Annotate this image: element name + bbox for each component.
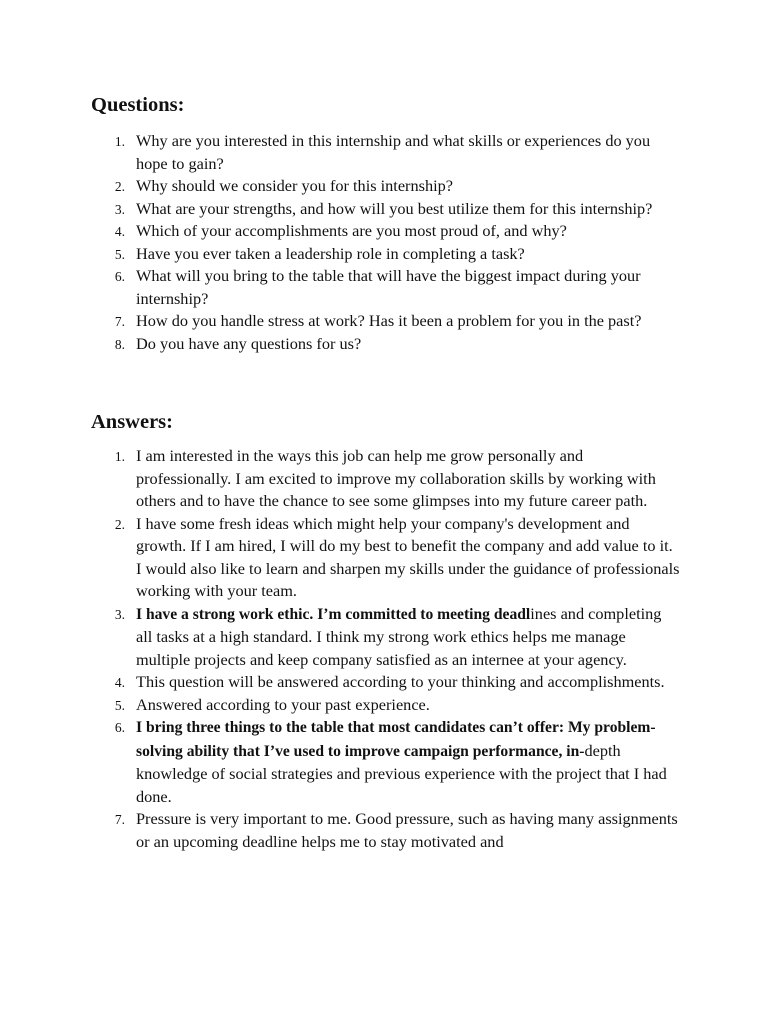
list-item: [0, 808, 681, 853]
answer-body: I have some fresh ideas which might help your company's development and growth. If I am hired, I will do my best to benefit the company and add value to it. I would also like to learn and sharpen my skills under the guidance of professionals working with your team.: [136, 513, 680, 600]
question-text: What are your strengths, and how will you best utilize them for this internship?: [136, 198, 653, 218]
answer-body: I am interested in the ways this job can help me grow personally and professionally. I am excited to improve my collaboration skills by working with others and to have the chance to see some glimpses into my future career path.: [136, 446, 656, 510]
list-number: 8.: [114, 336, 125, 352]
answer-body: ines and completing all tasks at a high standard. I think my strong work ethics helps me manage multiple projects and keep company satisfied as an internee at your agency.: [136, 603, 662, 669]
list-item: [0, 694, 681, 717]
answer-body: Answered according to your past experience.: [136, 694, 430, 714]
list-item: [0, 716, 681, 808]
list-number: 1.: [114, 134, 125, 149]
questions-heading: Questions:: [91, 94, 185, 116]
answer-text: [136, 694, 681, 717]
answer-text: [136, 716, 681, 808]
answers-list: [0, 445, 768, 853]
list-item: [0, 445, 681, 513]
list-number: 6.: [114, 720, 125, 735]
question-text: Why are you interested in this internship and what skills or experiences do you hope to gain?: [136, 131, 651, 173]
answer-body: depth knowledge of social strategies and previous experience with the project that I had done.: [136, 740, 667, 806]
answer-bold-lead: I bring three things to the table that most candidates can’t offer: My problem-solving ability that I’ve used to improve campaign performance, in-: [136, 719, 656, 760]
question-text: Have you ever taken a leadership role in completing a task?: [136, 243, 525, 263]
answer-body: This question will be answered according to your thinking and accomplishments.: [136, 672, 665, 691]
list-item: [0, 130, 681, 175]
list-item: [0, 220, 681, 243]
answers-heading: Answers:: [91, 411, 173, 433]
answer-text: [136, 603, 681, 672]
answer-bold-lead: I have a strong work ethic. I’m committed to meeting deadl: [136, 605, 531, 623]
answer-text: [136, 671, 681, 694]
list-number: 5.: [114, 246, 125, 262]
list-number: 7.: [114, 812, 125, 827]
question-text: What will you bring to the table that will have the biggest impact during your internship?: [136, 266, 641, 308]
list-item: [0, 310, 681, 333]
answer-text: [136, 445, 681, 513]
list-item: [0, 333, 681, 356]
list-number: 7.: [114, 314, 125, 329]
list-item: [0, 265, 681, 310]
list-item: [0, 243, 681, 266]
answer-text: [136, 513, 681, 603]
list-item: [0, 603, 681, 672]
list-item: [0, 198, 681, 221]
list-number: 1.: [114, 449, 125, 464]
list-number: 4.: [114, 224, 125, 239]
list-number: 4.: [114, 675, 125, 690]
answer-text: [136, 808, 681, 853]
list-number: 5.: [114, 697, 125, 713]
list-number: 2.: [114, 516, 125, 532]
question-text: Why should we consider you for this internship?: [136, 176, 453, 195]
questions-list: [0, 130, 768, 355]
answer-body: Pressure is very important to me. Good pressure, such as having many assignments or an upcoming deadline helps me to stay motivated and: [136, 809, 678, 851]
list-item: [0, 175, 681, 198]
question-text: Do you have any questions for us?: [136, 333, 362, 353]
list-number: 2.: [114, 179, 125, 194]
question-text: Which of your accomplishments are you most proud of, and why?: [136, 221, 567, 240]
list-item: [0, 671, 681, 694]
list-number: 3.: [114, 201, 125, 217]
question-text: How do you handle stress at work? Has it been a problem for you in the past?: [136, 311, 642, 330]
list-number: 3.: [114, 606, 125, 622]
list-item: [0, 513, 681, 603]
list-number: 6.: [114, 269, 125, 284]
